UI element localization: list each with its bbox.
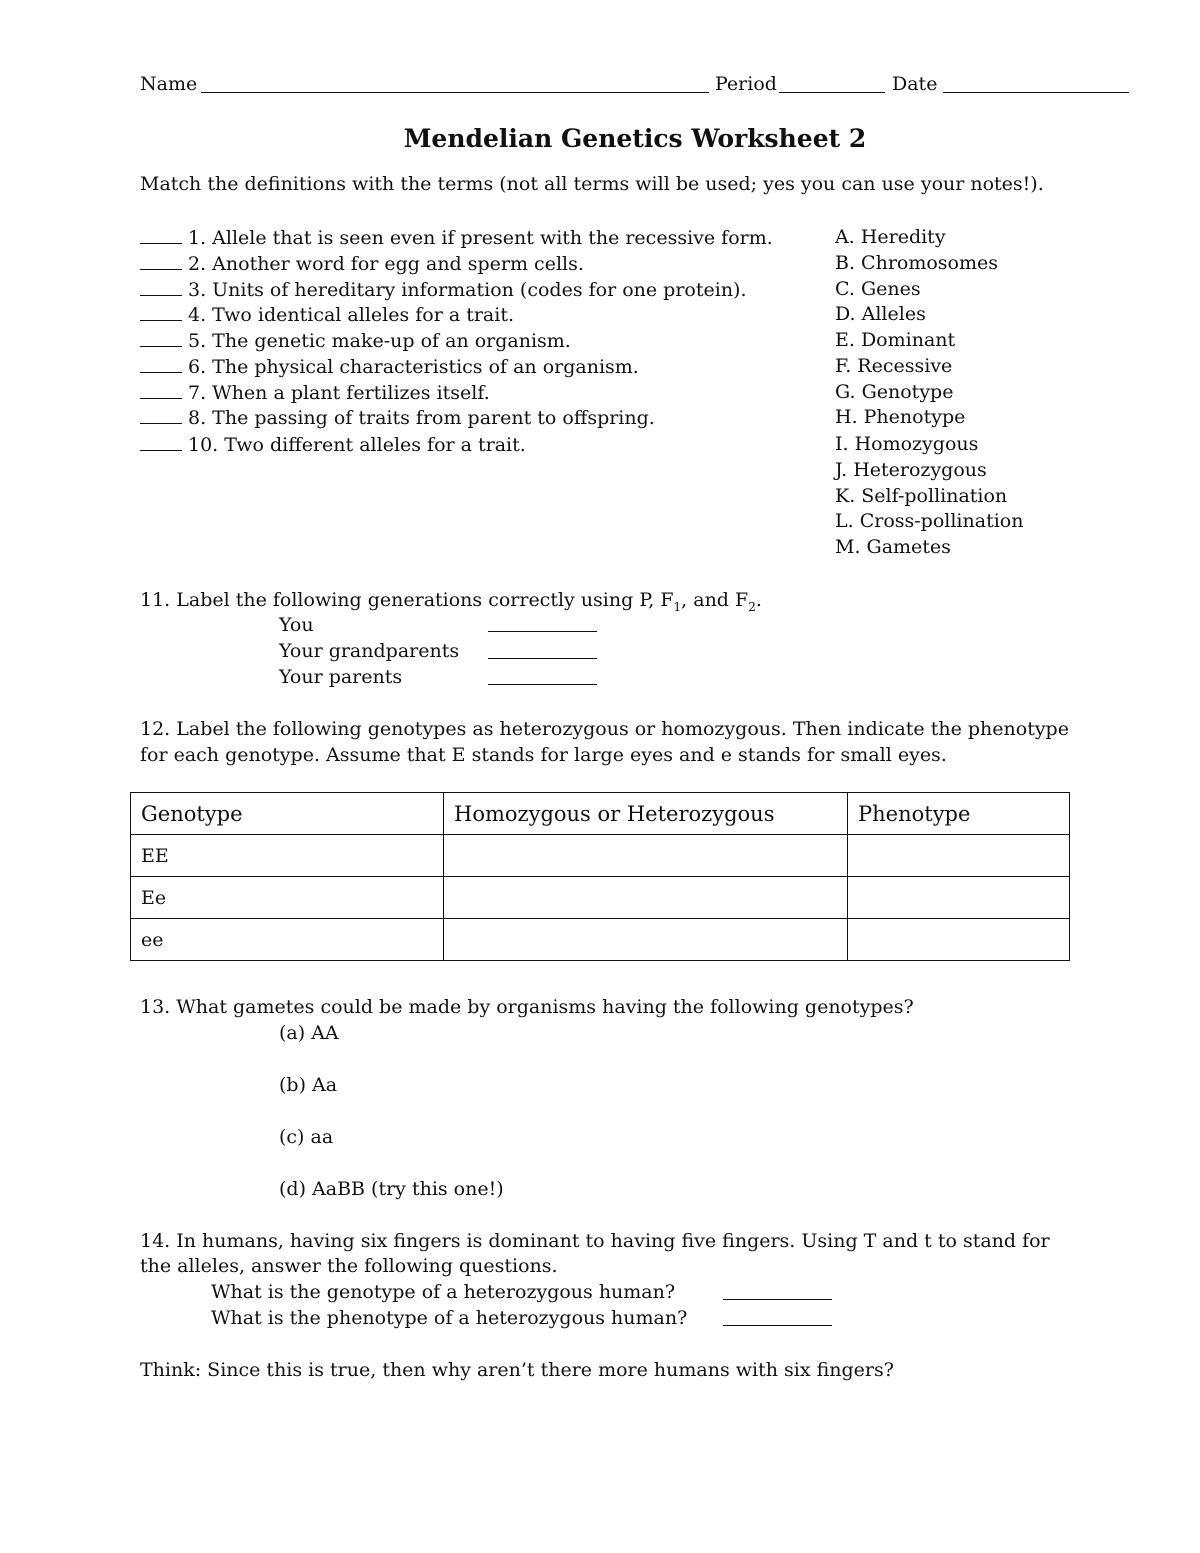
answer-blank[interactable] <box>140 435 182 451</box>
answer-blank[interactable] <box>140 357 182 373</box>
definition-item: 1. Allele that is seen even if present with the recessive form. <box>140 228 773 248</box>
table-row <box>131 835 1070 877</box>
definition-item: 7. When a plant fertilizes itself. <box>140 383 490 403</box>
zygosity-answer-cell[interactable] <box>444 877 848 919</box>
genotype-cell: ee <box>131 919 444 961</box>
q11-answer-line[interactable] <box>488 631 597 632</box>
definition-item: 6. The physical characteristics of an organism. <box>140 357 639 377</box>
table-row <box>131 919 1070 961</box>
genotype-cell: Ee <box>131 877 444 919</box>
q12-line2: for each genotype. Assume that E stands for large eyes and e stands for small eyes. <box>140 744 947 766</box>
q11-item: Your grandparents <box>279 640 460 662</box>
answer-blank[interactable] <box>140 408 182 424</box>
term-item: B. Chromosomes <box>835 252 998 274</box>
think-prompt: Think: Since this is true, then why aren’t there more humans with six fingers? <box>140 1359 894 1381</box>
q11-answer-line[interactable] <box>488 684 597 685</box>
header-zygosity: Homozygous or Heterozygous <box>444 793 848 835</box>
q13-item: (c) aa <box>279 1126 334 1148</box>
genotype-cell: EE <box>131 835 444 877</box>
definition-item: 3. Units of hereditary information (codes for one protein). <box>140 280 747 300</box>
answer-blank[interactable] <box>140 383 182 399</box>
phenotype-answer-cell[interactable] <box>848 919 1070 961</box>
term-item: A. Heredity <box>835 226 946 248</box>
table-header-row <box>131 793 1070 835</box>
answer-blank[interactable] <box>140 331 182 347</box>
q13-item: (a) AA <box>279 1022 339 1044</box>
q14-subquestion: What is the genotype of a heterozygous human? <box>211 1281 676 1303</box>
term-item: M. Gametes <box>835 536 951 558</box>
period-field[interactable] <box>779 92 885 93</box>
definition-item: 4. Two identical alleles for a trait. <box>140 305 514 325</box>
q11-item: Your parents <box>279 666 403 688</box>
term-item: D. Alleles <box>835 303 926 325</box>
term-item: E. Dominant <box>835 329 956 351</box>
q14-subquestion: What is the phenotype of a heterozygous human? <box>211 1307 688 1329</box>
table-row <box>131 877 1070 919</box>
header-phenotype: Phenotype <box>848 793 1070 835</box>
q11-item: You <box>279 614 314 636</box>
answer-blank[interactable] <box>140 254 182 270</box>
name-label: Name <box>140 73 198 95</box>
answer-blank[interactable] <box>140 305 182 321</box>
term-item: J. Heterozygous <box>835 459 987 481</box>
q12-line1: 12. Label the following genotypes as heterozygous or homozygous. Then indicate the phenotype <box>140 718 1069 740</box>
zygosity-answer-cell[interactable] <box>444 919 848 961</box>
q13-prompt: 13. What gametes could be made by organisms having the following genotypes? <box>140 996 914 1018</box>
genotype-table <box>130 792 1070 961</box>
header-genotype: Genotype <box>131 793 444 835</box>
term-item: L. Cross-pollination <box>835 510 1024 532</box>
answer-blank[interactable] <box>140 228 182 244</box>
q14-answer-line[interactable] <box>723 1325 832 1326</box>
term-item: F. Recessive <box>835 355 953 377</box>
definition-item: 5. The genetic make-up of an organism. <box>140 331 571 351</box>
zygosity-answer-cell[interactable] <box>444 835 848 877</box>
q14-line2: the alleles, answer the following questions. <box>140 1255 558 1277</box>
date-label: Date <box>892 73 938 95</box>
term-item: C. Genes <box>835 278 921 300</box>
q11-prompt: 11. Label the following generations correctly using P, $F_1$, and $F_2$. <box>140 589 762 614</box>
q13-item: (d) AaBB (try this one!) <box>279 1178 504 1200</box>
term-item: H. Phenotype <box>835 406 966 428</box>
name-field[interactable] <box>201 92 709 93</box>
date-field[interactable] <box>943 92 1129 93</box>
definition-item: 8. The passing of traits from parent to offspring. <box>140 408 655 428</box>
q13-item: (b) Aa <box>279 1074 338 1096</box>
period-label: Period <box>715 73 777 95</box>
q14-answer-line[interactable] <box>723 1299 832 1300</box>
term-item: K. Self-pollination <box>835 485 1008 507</box>
term-item: G. Genotype <box>835 381 954 403</box>
instructions: Match the definitions with the terms (not all terms will be used; yes you can use your notes!). <box>140 173 1044 195</box>
q14-line1: 14. In humans, having six fingers is dominant to having five fingers. Using T and t to stand for <box>140 1230 1050 1252</box>
term-item: I. Homozygous <box>835 433 979 455</box>
definition-item: 10. Two different alleles for a trait. <box>140 435 526 455</box>
q11-answer-line[interactable] <box>488 658 597 659</box>
definition-item: 2. Another word for egg and sperm cells. <box>140 254 584 274</box>
page-title: Mendelian Genetics Worksheet 2 <box>403 124 867 153</box>
answer-blank[interactable] <box>140 280 182 296</box>
phenotype-answer-cell[interactable] <box>848 835 1070 877</box>
phenotype-answer-cell[interactable] <box>848 877 1070 919</box>
